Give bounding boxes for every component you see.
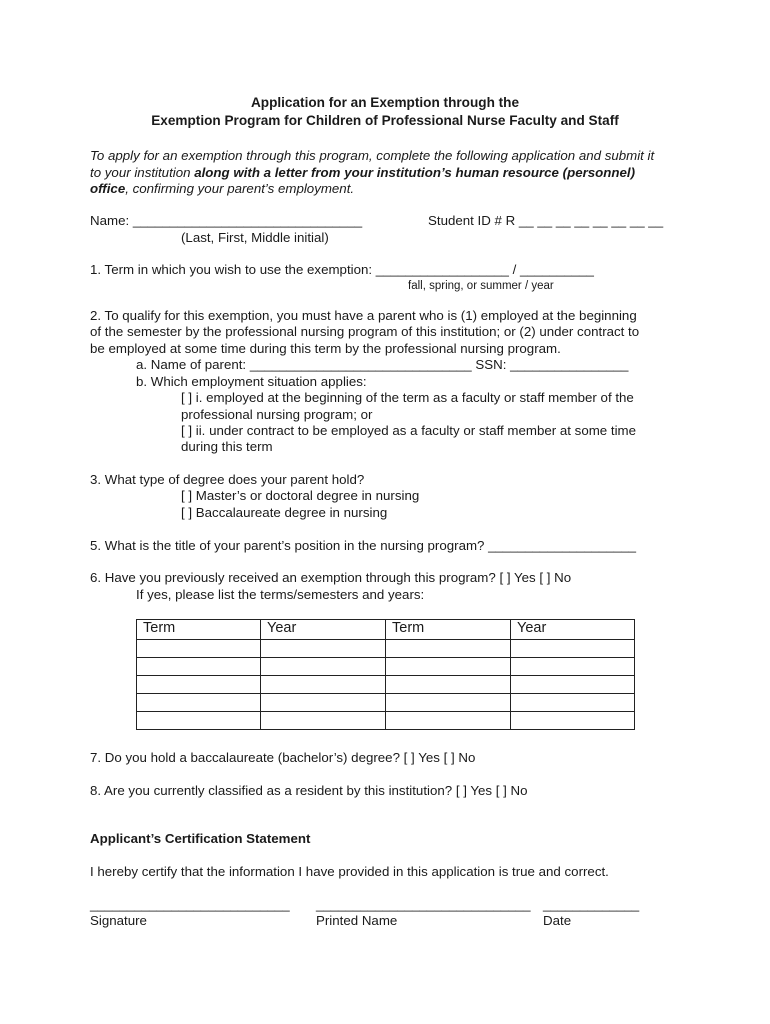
name-hint: (Last, First, Middle initial) (181, 230, 329, 245)
table-cell[interactable] (261, 640, 386, 658)
header-term-1: Term (137, 620, 261, 640)
question-2-line2: of the semester by the professional nursing program of this institution; or (2) under contract to (90, 324, 640, 339)
employment-option-ii-checkbox[interactable]: [ ] ii. under contract to be employed as a faculty or staff member at some time (181, 423, 637, 438)
terms-table-header (137, 620, 635, 640)
signature-line[interactable]: ___________________________ (90, 897, 290, 912)
intro-line3-plain: , confirming your parent’s employment. (125, 181, 355, 196)
date-label: Date (543, 913, 572, 928)
table-row (137, 676, 635, 694)
table-cell[interactable] (386, 676, 511, 694)
certification-heading: Applicant’s Certification Statement (90, 831, 311, 846)
signature-label: Signature (90, 913, 147, 928)
table-cell[interactable] (137, 694, 261, 712)
question-2b-label: b. Which employment situation applies: (136, 374, 367, 389)
question-6-exemption-checkboxes[interactable]: 6. Have you previously received an exemption through this program? [ ] Yes [ ] No (90, 570, 572, 585)
question-1-term-field[interactable]: 1. Term in which you wish to use the exemption: __________________ / __________ (90, 262, 594, 277)
question-6-sub: If yes, please list the terms/semesters and years: (136, 587, 425, 602)
table-row (137, 694, 635, 712)
table-row (137, 658, 635, 676)
question-3-label: 3. What type of degree does your parent hold? (90, 472, 365, 487)
student-id-field[interactable]: Student ID # R __ __ __ __ __ __ __ __ (428, 213, 664, 228)
employment-option-ii-cont: during this term (181, 439, 273, 454)
date-line[interactable]: _____________ (543, 897, 640, 912)
intro-line2 (90, 165, 635, 181)
intro-line2-bold: along with a letter from your institution’s human resource (personnel) (194, 165, 636, 180)
table-cell[interactable] (137, 640, 261, 658)
table-cell[interactable] (261, 712, 386, 730)
intro-line2-plain: to your institution (90, 165, 195, 180)
certification-statement: I hereby certify that the information I have provided in this application is true and correct. (90, 864, 609, 879)
printed-name-label: Printed Name (316, 913, 398, 928)
question-1-hint: fall, spring, or summer / year (408, 280, 554, 292)
terms-table (136, 619, 635, 730)
table-cell[interactable] (386, 640, 511, 658)
intro-line3-bold: office (90, 181, 126, 196)
employment-option-i-checkbox[interactable]: [ ] i. employed at the beginning of the term as a faculty or staff member of the (181, 390, 634, 405)
header-term-2: Term (386, 620, 511, 640)
question-2-line1: 2. To qualify for this exemption, you must have a parent who is (1) employed at the beginning (90, 308, 637, 323)
table-cell[interactable] (137, 712, 261, 730)
table-cell[interactable] (261, 658, 386, 676)
table-cell[interactable] (137, 658, 261, 676)
form-title-line2: Exemption Program for Children of Professional Nurse Faculty and Staff (151, 113, 619, 128)
question-5-position-field[interactable]: 5. What is the title of your parent’s position in the nursing program? ____________________ (90, 538, 637, 553)
table-cell[interactable] (386, 712, 511, 730)
table-cell[interactable] (511, 676, 635, 694)
header-year-2: Year (511, 620, 635, 640)
table-cell[interactable] (137, 676, 261, 694)
employment-option-i-cont: professional nursing program; or (181, 407, 373, 422)
table-cell[interactable] (511, 694, 635, 712)
table-cell[interactable] (511, 712, 635, 730)
table-cell[interactable] (386, 658, 511, 676)
parent-name-ssn-field[interactable]: a. Name of parent: ______________________________ SSN: ________________ (136, 357, 629, 372)
table-cell[interactable] (261, 676, 386, 694)
table-row (137, 640, 635, 658)
form-title-line1: Application for an Exemption through the (250, 95, 520, 110)
degree-baccalaureate-checkbox[interactable]: [ ] Baccalaureate degree in nursing (181, 505, 388, 520)
table-cell[interactable] (386, 694, 511, 712)
name-field[interactable]: Name: _______________________________ (90, 213, 363, 228)
table-row (137, 712, 635, 730)
table-cell[interactable] (511, 640, 635, 658)
table-cell[interactable] (261, 694, 386, 712)
degree-masters-checkbox[interactable]: [ ] Master’s or doctoral degree in nursing (181, 488, 420, 503)
header-year-1: Year (261, 620, 386, 640)
intro-line1: To apply for an exemption through this program, complete the following application and submit it (90, 148, 655, 163)
printed-name-line[interactable]: _____________________________ (316, 897, 531, 912)
question-2-line3: be employed at some time during this term by the professional nursing program. (90, 341, 561, 356)
table-cell[interactable] (511, 658, 635, 676)
question-7-degree-checkboxes[interactable]: 7. Do you hold a baccalaureate (bachelor’s) degree? [ ] Yes [ ] No (90, 750, 476, 765)
question-8-resident-checkboxes[interactable]: 8. Are you currently classified as a resident by this institution? [ ] Yes [ ] No (90, 783, 528, 798)
intro-line3 (90, 181, 354, 197)
